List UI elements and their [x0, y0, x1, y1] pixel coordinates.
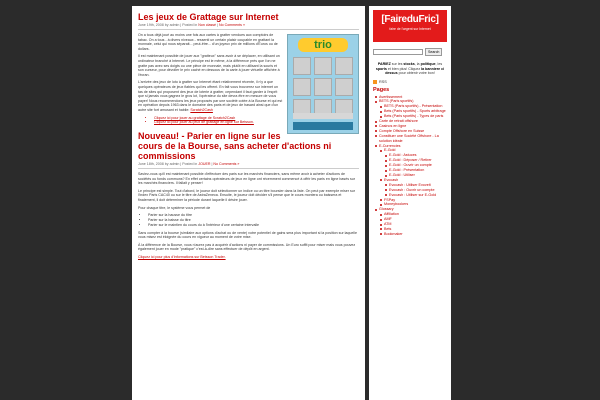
- site-logo: [373, 10, 447, 25]
- list-item: • Parier sur la baisse du titre: [148, 218, 359, 223]
- bullet-icon: [385, 194, 387, 196]
- bullet-icon: [380, 204, 382, 206]
- post-title[interactable]: Les jeux de Grattage sur Internet: [138, 12, 279, 22]
- scratch2cash-inline-link[interactable]: Scratch2Cash: [190, 107, 213, 112]
- sidebar-page-label: Evocash : Utiliser sur E-Gold: [389, 192, 437, 197]
- logo-part: [Faire: [381, 14, 407, 25]
- promo-word: PARIEZ: [377, 62, 391, 66]
- bullet-icon: [385, 170, 387, 172]
- post-category-link[interactable]: JOUER: [198, 162, 211, 167]
- sidebar: [369, 6, 451, 400]
- bullet-icon: [385, 160, 387, 162]
- sidebar-page-label: Evocash : Ouvrir un compte: [389, 187, 435, 192]
- bullet-icon: [385, 184, 387, 186]
- bullet-icon: [380, 233, 382, 235]
- sidebar-page-label: Constituer une Société Offshore - La solution idéale: [379, 133, 439, 143]
- scratch-cell: [335, 57, 353, 75]
- promo-word: sur les: [391, 62, 403, 66]
- post-meta-text: June 19th, 2008 by admin | Posted in: [138, 23, 198, 27]
- sidebar-page-label: E-Gold: [384, 148, 396, 153]
- bullet-icon: [375, 125, 377, 127]
- promo-word: stocks: [403, 62, 415, 66]
- sidebar-page-label: Evocash: [384, 177, 399, 182]
- bullet-icon: [385, 165, 387, 167]
- bullet-icon: [375, 135, 377, 137]
- post-paragraph: Sans compter à la bourse (similaire aux options d'achat ou de vente) votre potentiel de gains sera plus important si la position sur laquelle vous misez est éloignée du cours en vigueur au moment de votre mise.: [138, 230, 358, 240]
- sidebar-page-label: E-Gold : Ouvrir un compte: [389, 163, 432, 168]
- post-paragraph: Le principe est simple. Tout d'abord, le joueur doit sélectionner un indice ou un titre boursier dans la liste. On peut par exemple miser sur l'index Paris CAC40 ou sur le titre de AstraZeneca. Ensuite, le joueur doit décider s'il pense que le cours montera ou baissera et finalement, il doit déterminer la période durant laquelle il désire jouer.: [138, 188, 355, 203]
- post-paragraph: Saviez-vous qu'il est maintenant possible d'effectuer des paris sur les marchés financiers, sans même avoir à acheter d'actions de sociétés ou fonds communs? En effet certains opérateurs de jeux en ligne ont récemment commencé à offrir les paris en ligne basés sur les marchés financiers. Il fallait y penser!: [138, 172, 356, 186]
- sidebar-page-label: FSPay: [384, 197, 396, 202]
- pages-heading: Pages: [373, 86, 390, 93]
- post-1: [138, 12, 359, 125]
- sidebar-page-label: Moneybookers: [384, 202, 409, 207]
- post-meta-text: June 18th, 2008 by admin | Posted in: [138, 162, 198, 167]
- bullet-icon: [385, 175, 387, 177]
- scratch2cash-link[interactable]: • Cliquez ici pour jouer au grattage de Scratch2Cash: [154, 116, 359, 121]
- bullet-icon: [380, 179, 382, 181]
- bullet-icon: [380, 111, 382, 113]
- post-comments-link[interactable]: No Comments »: [213, 162, 240, 167]
- betsson-trader-link[interactable]: Cliquez ici pour plus d'informations sur Betsson Trader.: [138, 255, 226, 260]
- sidebar-page-label: E-Gold : Présentation: [389, 168, 425, 173]
- sidebar-page-label: BETS (Paris sportifs) - Présentation: [384, 104, 443, 109]
- sidebar-page-label: Glossary: [379, 207, 394, 212]
- sidebar-page-label: Bookmaker: [384, 231, 403, 236]
- post-paragraph: On a tous déjà joué au moins une fois aux cartes à gratter vendues aux comptoirs de tabac. On a tous - à divers niveaux - ressenti un certain plaisir coupable en grattant la monnaie, celui qui nous séparait... peut-être... d'un joyeux prix de millions d'Euros ou de dollars.: [138, 33, 278, 51]
- scratch-cell: [335, 78, 353, 96]
- scratch-cell: [293, 57, 311, 75]
- card-footer: [293, 122, 353, 130]
- list-item: • Parier sur le maintien du cours du à l'intérieur d'une certaine intervalle: [148, 223, 359, 228]
- post-paragraph: À la différence de la Bourse, vous n'aurez pas à acquérir d'actions ni payer de commissions. Un Euro suffit pour miser mais vous pouvez également jouer en mode "pratique" c'est-à-dire sans effectuer de dépôt en argent.: [138, 242, 356, 252]
- post-bullet-list: [148, 213, 359, 227]
- bullet-icon: [375, 209, 377, 211]
- bullet-icon: [375, 101, 377, 103]
- rss-link[interactable]: [373, 80, 447, 84]
- post-comments-link[interactable]: No Comments »: [219, 23, 245, 27]
- betsson-scratch-link[interactable]: • Cliquez ici pour jouer au jeux de grattage en ligne sur Betsson.: [154, 120, 359, 125]
- search-input[interactable]: [373, 49, 423, 55]
- sidebar-page-link[interactable]: [384, 232, 447, 237]
- promo-word: politique: [420, 62, 436, 66]
- bullet-icon: [380, 106, 382, 108]
- list-item: • Parier sur la hausse du titre: [148, 213, 359, 218]
- bullet-icon: [375, 121, 377, 123]
- sidebar-page-label: E-Gold : Déposer / Retirer: [389, 158, 432, 163]
- post-category-link[interactable]: Non classé: [198, 23, 217, 27]
- scratch-cell: [314, 57, 332, 75]
- promo-text: [373, 62, 447, 76]
- sidebar-page-label: Evocash : Utiliser Evovelt: [389, 182, 431, 187]
- promo-word: la banniere ci dessus: [385, 66, 445, 75]
- bullet-icon: [380, 214, 382, 216]
- sidebar-page-label: E-Currencies: [379, 143, 401, 148]
- bullet-icon: [375, 96, 377, 98]
- sidebar-page-label: Compte Offshore en Suisse: [379, 128, 425, 133]
- post-meta: June 18th, 2008 by admin | Posted in JOUER | No Comments »: [138, 162, 359, 169]
- trio-logo: trio: [298, 38, 348, 52]
- bullet-icon: [385, 155, 387, 157]
- bullet-icon: [385, 189, 387, 191]
- sidebar-page-link[interactable]: [379, 134, 447, 144]
- site-tagline: faire de l'argent sur Internet: [389, 27, 431, 31]
- logo-part: Fric]: [418, 14, 439, 25]
- bullet-icon: [380, 228, 382, 230]
- bullet-icon: [380, 116, 382, 118]
- rss-icon: [373, 80, 377, 84]
- bullet-icon: [375, 145, 377, 147]
- post-paragraph: Il est maintenant possible de jouer aux "gratteux" sans avoir à se déplacer, en utilisant un ordinateur branché à Internet. Le principe est le même, à la différence près que l'on ne gratte pas avec ses doigts ou une pièce de monnaie, mais plutôt en utilisant la souris et son curseur, pour dévoiler le prix caché en dessous de la carte à jouer virtuelle affichée à l'écran.: [138, 54, 280, 77]
- scratch-cell: [314, 78, 332, 96]
- trio-scratch-card-image[interactable]: [287, 34, 359, 134]
- post-title[interactable]: Nouveau! - Parier en ligne sur les cours de la Bourse, sans acheter d'actions ni commissions: [138, 131, 332, 162]
- sidebar-page-label: Avertissement: [379, 94, 403, 99]
- scratch-grid: [293, 57, 353, 117]
- sidebar-page-label: Bets: [384, 226, 392, 231]
- post-meta: June 19th, 2008 by admin | Posted in Non classé | No Comments »: [138, 23, 359, 30]
- bullet-icon: [380, 224, 382, 226]
- post-2: [138, 131, 359, 260]
- sidebar-page-label: ATM: [384, 222, 392, 227]
- sidebar-page-label: Bets (Paris sportifs) - Types de paris: [384, 114, 444, 119]
- pages-list: [373, 95, 447, 237]
- sidebar-page-label: E-Gold : Astuces: [389, 153, 417, 158]
- promo-word: pour obtenir votre bon!: [398, 71, 435, 75]
- scratch-cell: [293, 78, 311, 96]
- main-content: [132, 6, 365, 400]
- search-button[interactable]: Search: [425, 48, 442, 56]
- post-paragraph-text: L'arrivée des jeux de loto à gratter sur Internet étant relativement récente, il n'y a que quelques opérateurs de jeux fiables qui les offrent. En fait vous trouverez sur internet un tas de sites qui proposent des jeux de loterie à gratter, cependant il faut garder à l'esprit que si jamais vous gagnez le gros lot, l'opérateur du site devra être en mesure de vous payer! Nous recommendons les jeux proposés par une société cotée à la Bourse et qui est en opération depuis 1963 dans le domaine des paris et de jeux de hasard ainsi que d'un autre site fort amusant et habile:: [138, 80, 283, 112]
- promo-word: et bien plus! Cliquez: [387, 66, 421, 71]
- sidebar-page-label: E-Gold : Utiliser: [389, 173, 415, 177]
- sidebar-page-label: BETS (Paris sportifs): [379, 99, 414, 104]
- search-form: [373, 48, 447, 56]
- promo-word: sports: [375, 66, 387, 71]
- promo-word: , la: [414, 62, 420, 66]
- sidebar-page-label: Affiliation: [384, 212, 399, 217]
- scratch-bar: [293, 113, 353, 119]
- bullet-icon: [380, 219, 382, 221]
- rss-label: RSS: [379, 79, 387, 84]
- sidebar-page-label: Casinos en ligne: [379, 123, 407, 128]
- sidebar-page-label: AMF: [384, 217, 392, 222]
- promo-word: , les: [435, 62, 443, 66]
- bullet-icon: [380, 199, 382, 201]
- post-paragraph: Pour chaque titre, le système vous permet de: [138, 205, 211, 210]
- bullet-icon: [380, 150, 382, 152]
- sidebar-page-label: Carte de retrait offshore: [379, 119, 418, 124]
- bullet-icon: [375, 130, 377, 132]
- logo-part: du: [406, 14, 419, 25]
- sidebar-page-label: Bets (Paris sportifs) - Sports arbitrage: [384, 109, 446, 114]
- site-logo-banner[interactable]: [373, 10, 447, 42]
